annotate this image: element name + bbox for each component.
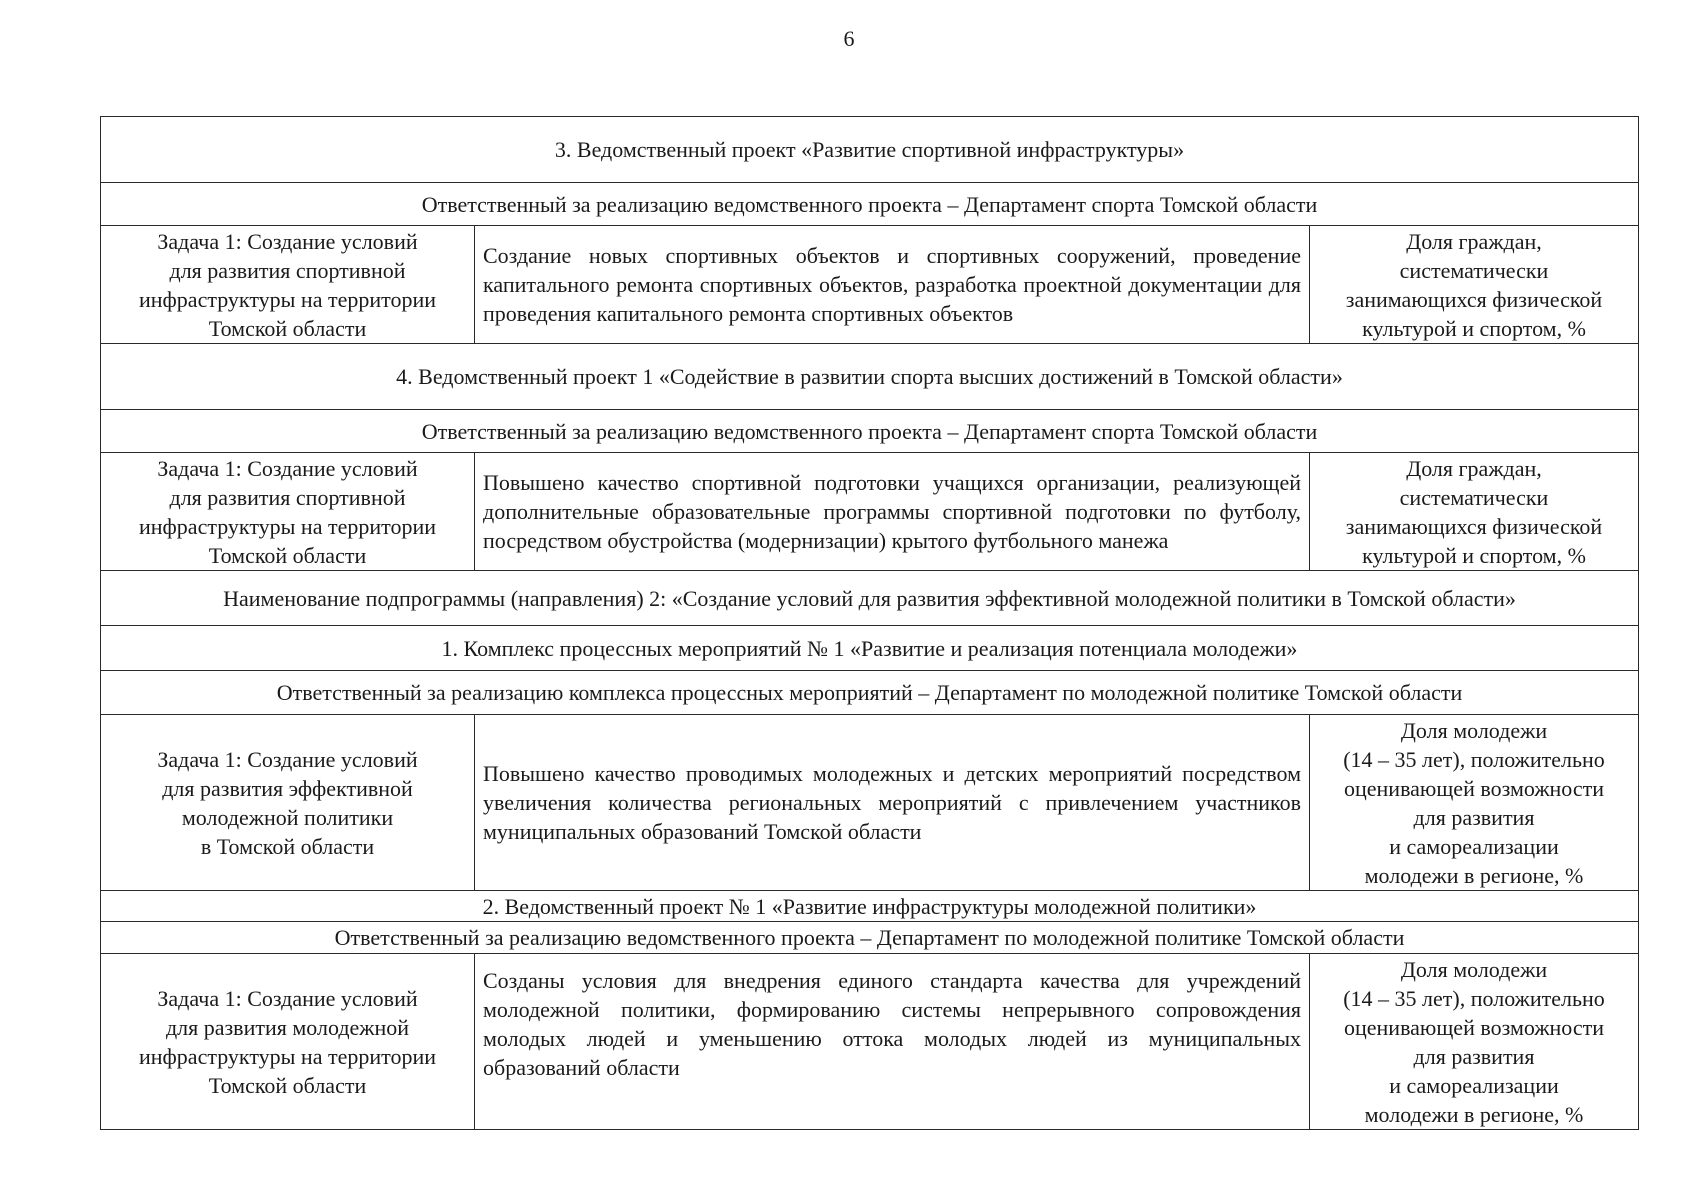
indicator-line: Доля граждан, — [1406, 455, 1542, 481]
section-title-row — [101, 117, 1639, 183]
task-cell — [101, 453, 475, 571]
indicator-line: молодежи в регионе, % — [1364, 862, 1584, 888]
subprogram-title: Наименование подпрограммы (направления) 2: «Создание условий для развития эффективной молодежной политики в Томской области» — [101, 571, 1639, 626]
task-line: инфраструктуры на территории — [139, 1043, 436, 1069]
indicator-line: для развития — [1413, 1043, 1535, 1069]
indicator-line: (14 – 35 лет), положительно — [1343, 985, 1605, 1011]
responsible-text: Ответственный за реализацию ведомственного проекта – Департамент по молодежной политике Томской области — [101, 922, 1639, 954]
task-cell — [101, 715, 475, 891]
result-cell: Созданы условия для внедрения единого стандарта качества для учреждений молодежной политики, формированию системы непрерывного сопровождения молодых людей и уменьшению оттока молодых людей из муниципальных образований области — [475, 954, 1310, 1130]
indicator-line: Доля молодежи — [1400, 717, 1548, 743]
project-title: 1. Комплекс процессных мероприятий № 1 «Развитие и реализация потенциала молодежи» — [101, 626, 1639, 671]
result-cell: Создание новых спортивных объектов и спортивных сооружений, проведение капитального ремонта спортивных объектов, разработка проектной документации для проведения капитального ремонта спортивных объектов — [475, 226, 1310, 344]
indicator-line: молодежи в регионе, % — [1364, 1101, 1584, 1127]
task-cell — [101, 954, 475, 1130]
section-title-row — [101, 344, 1639, 410]
task-line: Томской области — [208, 315, 367, 341]
project-title: 2. Ведомственный проект № 1 «Развитие инфраструктуры молодежной политики» — [101, 891, 1639, 922]
program-table — [100, 116, 1639, 1130]
project-title: 4. Ведомственный проект 1 «Содействие в развитии спорта высших достижений в Томской области» — [101, 344, 1639, 410]
page-number: 6 — [843, 26, 855, 51]
task-cell — [101, 226, 475, 344]
task-line: в Томской области — [200, 833, 375, 859]
task-line: Томской области — [208, 1072, 367, 1098]
responsible-row — [101, 410, 1639, 453]
subprogram-row — [101, 571, 1639, 626]
task-row — [101, 954, 1639, 1130]
result-cell: Повышено качество проводимых молодежных и детских мероприятий посредством увеличения количества региональных мероприятий с привлечением участников муниципальных образований Томской области — [475, 715, 1310, 891]
task-line: инфраструктуры на территории — [139, 513, 436, 539]
indicator-line: и самореализации — [1389, 1072, 1559, 1098]
indicator-line: оценивающей возможности — [1343, 775, 1605, 801]
responsible-row — [101, 183, 1639, 226]
task-row — [101, 453, 1639, 571]
task-row — [101, 715, 1639, 891]
indicator-line: культурой и спортом, % — [1362, 542, 1586, 568]
indicator-line: (14 – 35 лет), положительно — [1343, 746, 1605, 772]
task-line: для развития молодежной — [165, 1014, 410, 1040]
task-line: инфраструктуры на территории — [139, 286, 436, 312]
task-line: Задача 1: Создание условий — [157, 985, 418, 1011]
indicator-line: культурой и спортом, % — [1362, 315, 1586, 341]
indicator-cell — [1310, 226, 1639, 344]
section-title-row — [101, 626, 1639, 671]
responsible-text: Ответственный за реализацию комплекса процессных мероприятий – Департамент по молодежной политике Томской области — [101, 671, 1639, 715]
indicator-line: и самореализации — [1389, 833, 1559, 859]
task-line: для развития спортивной — [169, 484, 406, 510]
task-line: Задача 1: Создание условий — [157, 455, 418, 481]
indicator-cell — [1310, 954, 1639, 1130]
task-line: Задача 1: Создание условий — [157, 746, 418, 772]
indicator-line: занимающихся физической — [1345, 286, 1603, 312]
task-line: Томской области — [208, 542, 367, 568]
task-row — [101, 226, 1639, 344]
indicator-line: систематически — [1399, 257, 1549, 283]
section-title-row — [101, 891, 1639, 922]
indicator-line: для развития — [1413, 804, 1535, 830]
indicator-line: занимающихся физической — [1345, 513, 1603, 539]
task-line: молодежной политики — [181, 804, 394, 830]
indicator-line: систематически — [1399, 484, 1549, 510]
indicator-line: оценивающей возможности — [1343, 1014, 1605, 1040]
task-line: Задача 1: Создание условий — [157, 228, 418, 254]
task-line: для развития спортивной — [169, 257, 406, 283]
responsible-text: Ответственный за реализацию ведомственного проекта – Департамент спорта Томской области — [101, 410, 1639, 453]
result-cell: Повышено качество спортивной подготовки учащихся организации, реализующей дополнительные образовательные программы спортивной подготовки по футболу, посредством обустройства (модернизации) крытого футбольного манежа — [475, 453, 1310, 571]
responsible-row — [101, 671, 1639, 715]
indicator-line: Доля молодежи — [1400, 956, 1548, 982]
indicator-line: Доля граждан, — [1406, 228, 1542, 254]
indicator-cell — [1310, 715, 1639, 891]
indicator-cell — [1310, 453, 1639, 571]
project-title: 3. Ведомственный проект «Развитие спортивной инфраструктуры» — [101, 117, 1639, 183]
task-line: для развития эффективной — [162, 775, 413, 801]
responsible-row — [101, 922, 1639, 954]
responsible-text: Ответственный за реализацию ведомственного проекта – Департамент спорта Томской области — [101, 183, 1639, 226]
